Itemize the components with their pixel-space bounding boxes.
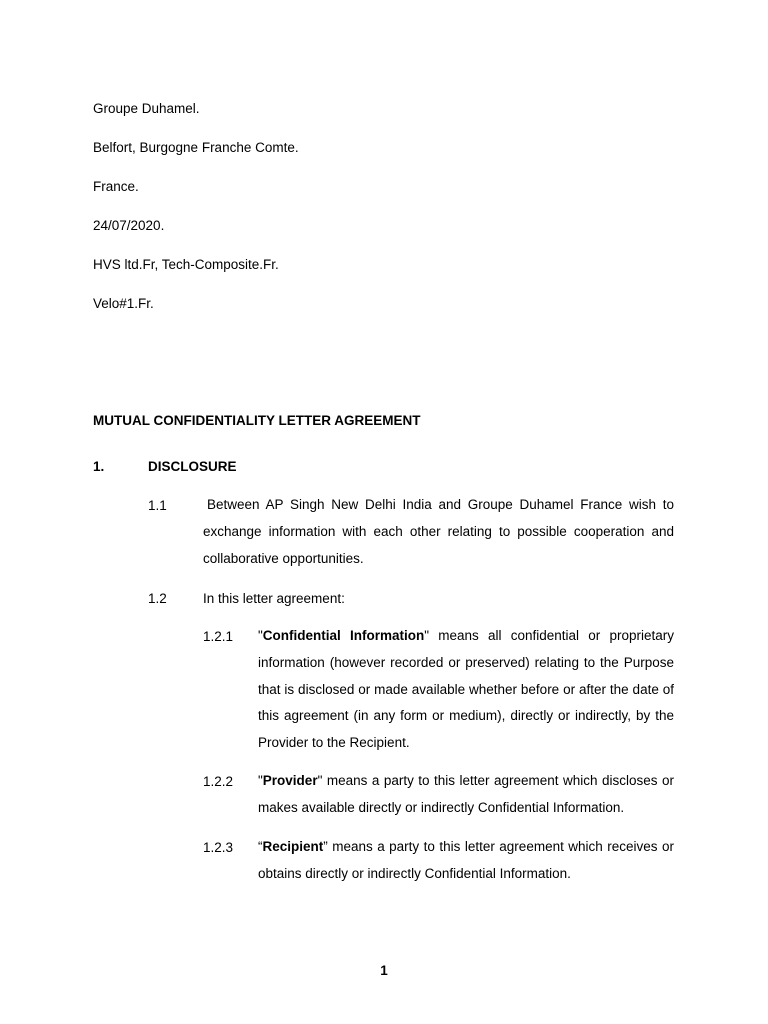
clause-text: In this letter agreement: <box>203 591 345 606</box>
clause-1-1-text: Between AP Singh New Delhi India and Groupe Duhamel France wish to exchange information with each other relating to possible cooperation and collaborative opportunities. <box>203 497 674 566</box>
section-heading: DISCLOSURE <box>148 459 237 474</box>
document-title: MUTUAL CONFIDENTIALITY LETTER AGREEMENT <box>93 413 421 428</box>
defined-term: Confidential Information <box>262 628 425 643</box>
open-quote: " <box>258 628 263 643</box>
open-quote: “ <box>258 839 263 854</box>
definition-recipient <box>258 834 674 888</box>
definition-provider <box>258 768 674 822</box>
recipient-companies: HVS ltd.Fr, Tech-Composite.Fr. <box>93 257 279 272</box>
definition-text: means a party to this letter agreement which receives or obtains directly or indirectly Confidential Information. <box>258 839 674 881</box>
clause-number: 1.1 <box>148 498 167 513</box>
clause-text <box>203 492 674 572</box>
definition-text: means a party to this letter agreement which discloses or makes available directly or indirectly Confidential Information. <box>258 773 674 815</box>
clause-number: 1.2.2 <box>203 774 234 789</box>
close-quote: " <box>424 628 430 643</box>
open-quote: " <box>258 773 263 788</box>
sender-name: Groupe Duhamel. <box>93 101 200 116</box>
letter-date: 24/07/2020. <box>93 218 165 233</box>
sender-country: France. <box>93 179 139 194</box>
sender-address: Belfort, Burgogne Franche Comte. <box>93 140 299 155</box>
definition-text: means all confidential or proprietary information (however recorded or preserved) relating to the Purpose that is disclosed or made available whether before or after the date of this agreement (in any form or medium), directly or indirectly, by the Provider to the Recipient. <box>258 628 675 751</box>
close-quote: " <box>317 773 323 788</box>
close-quote: ” <box>323 839 328 854</box>
page-number: 1 <box>380 963 388 978</box>
clause-number: 1.2 <box>148 591 167 606</box>
clause-number: 1.2.3 <box>203 840 234 855</box>
recipient-company: Velo#1.Fr. <box>93 296 154 311</box>
section-number: 1. <box>93 459 105 474</box>
defined-term: Recipient <box>262 839 324 854</box>
clause-number: 1.2.1 <box>203 629 234 644</box>
definition-confidential-information <box>258 623 674 757</box>
defined-term: Provider <box>262 773 318 788</box>
